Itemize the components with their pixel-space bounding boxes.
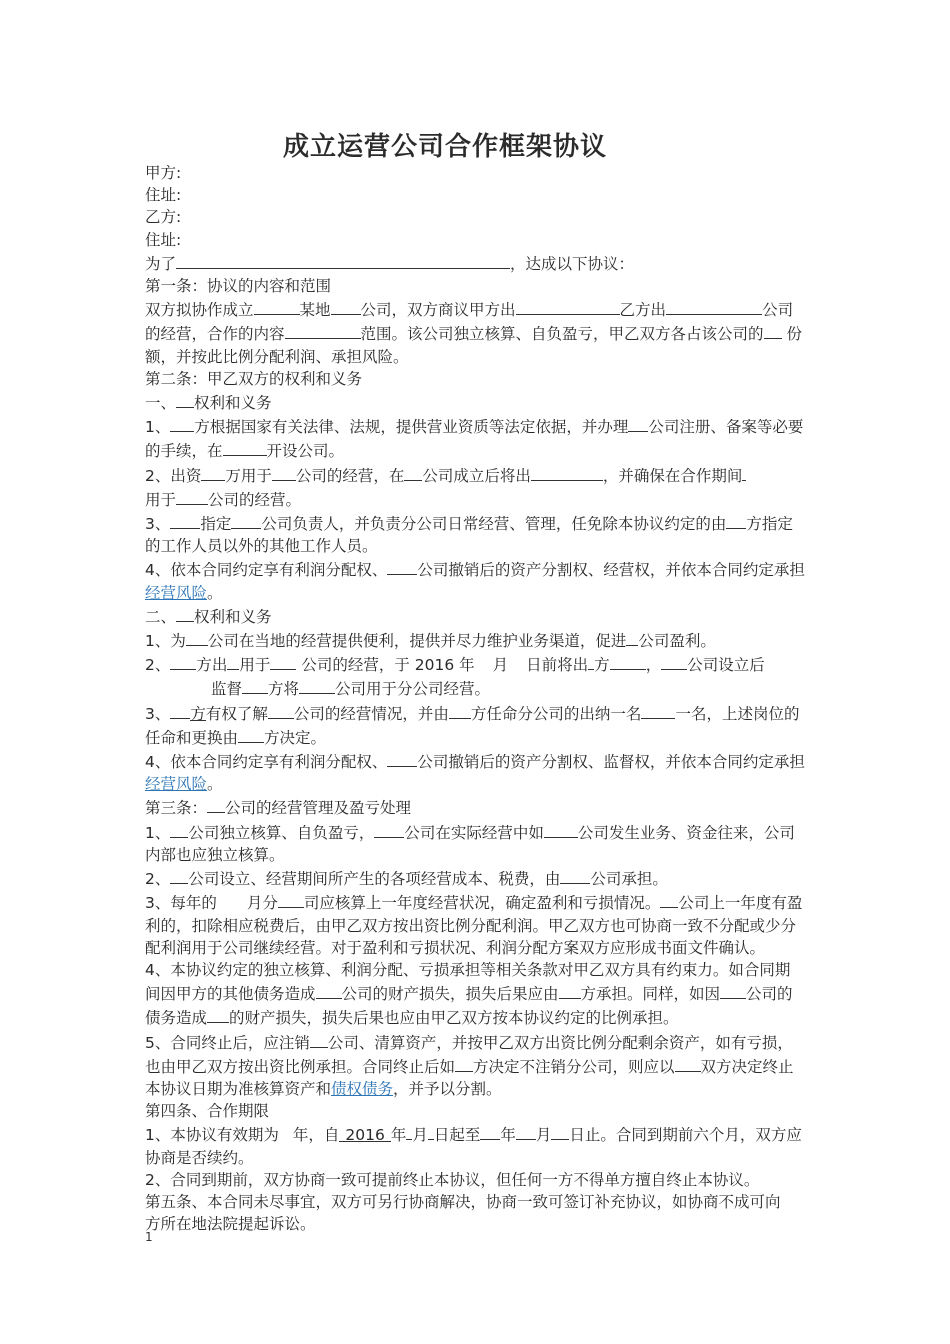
blank: [231, 511, 261, 529]
party-a-line: 甲方:: [145, 164, 182, 182]
text-run: ，并予以分割。: [393, 1079, 502, 1098]
blank: [268, 701, 294, 719]
blank: [626, 628, 638, 646]
text-run: 方: [190, 704, 206, 723]
text-run: 年: [390, 1126, 407, 1145]
article2-heading: 第二条：甲乙双方的权利和义务: [145, 369, 363, 388]
text-run: 4、本协议约定的独立核算、利润分配、亏损承担等相关条款对甲乙双方具有约束力。如合同期间因甲方的其他债务造成: [145, 960, 791, 1004]
text-run: 日起至: [433, 1126, 481, 1145]
text-run: 方决定。: [264, 728, 327, 747]
blank: [170, 414, 194, 432]
document-title: 成立运营公司合作框架协议: [282, 132, 607, 162]
text-run: 的财产损失，损失后果也应由甲乙双方按本协议约定的比例承担。: [229, 1009, 679, 1028]
text-run: 第三条：: [145, 799, 208, 818]
text-run: 公司盈利。: [638, 632, 716, 651]
blank: [660, 890, 678, 908]
text-run: 月: [492, 656, 509, 675]
blank: [675, 1054, 701, 1072]
text-run: 公司负责人，并负责分公司日常经营、管理，任免除本协议约定的由: [261, 515, 727, 534]
article3-item4: [145, 959, 805, 1030]
text-run: 。: [207, 775, 223, 794]
text-run: 公司在当地的经营提供便利，提供并尽力维护业务渠道，促进: [207, 632, 627, 651]
text-run: 某地: [299, 301, 331, 320]
article2-item3: [145, 511, 805, 557]
text-run: 方根据国家有关法律、法规，提供营业资质等法定依据，并办理: [194, 418, 629, 437]
page-number: 1: [145, 1230, 153, 1244]
debt-claims-link[interactable]: 债权债务: [331, 1079, 394, 1098]
article3-heading: [145, 795, 805, 819]
text-run: 方出: [196, 656, 228, 675]
text-run: 月: [535, 1126, 552, 1145]
text-run: 方指定的工作人员以外的其他工作人员。: [145, 515, 793, 556]
text-run: 3、: [145, 515, 171, 534]
text-run: 乙方出: [619, 301, 667, 320]
blank: [223, 438, 267, 456]
blank: [207, 1005, 229, 1023]
text-run: 3、每年的: [145, 894, 217, 913]
article2-section2-item1: [145, 628, 805, 652]
text-run: 第五条、本合同未尽事宜，双方可另行协商解决，协商一致可签订补充协议，如协商不成可向: [145, 1192, 781, 1211]
blank: [449, 701, 471, 719]
blank: [285, 321, 361, 339]
text-run: ，: [645, 656, 662, 675]
text-run: 公司的经营管理及盈亏处理: [225, 799, 412, 818]
text-run: 双方决定终止本协议日期为准核算资产和: [145, 1057, 794, 1098]
blank: [551, 1122, 569, 1140]
text-run: 份额，并按此比例分配利润、承担风险。: [145, 325, 802, 366]
blank: [227, 652, 239, 670]
blank: [404, 463, 422, 481]
text-run: 方承担。同样，如因: [580, 985, 721, 1004]
address-b-line: 住址:: [145, 230, 182, 249]
blank: [531, 463, 603, 481]
blank: [207, 795, 225, 813]
article3-item2: [145, 866, 805, 890]
blank: [331, 297, 361, 315]
text-run: 公司的债务造成: [145, 985, 793, 1028]
text-run: 公司设立、经营期间所产生的各项经营成本、税费，由: [188, 870, 561, 889]
text-run: 双方拟协作成立: [145, 301, 254, 320]
blank: [516, 1122, 536, 1140]
blank: [726, 511, 746, 529]
text-run: 1、为: [145, 632, 186, 651]
blank: [455, 1054, 473, 1072]
text-run: 方将: [268, 680, 300, 699]
text-run: 2、: [145, 870, 171, 889]
article2-item2: [145, 463, 805, 511]
blank: [254, 297, 300, 315]
blank: [186, 628, 208, 646]
blank: [387, 749, 417, 767]
text-run: 日前将出: [526, 656, 589, 675]
text-run: 2、: [145, 656, 171, 675]
text-run: 公司设立后: [687, 656, 765, 675]
blank: [387, 557, 417, 575]
text-run: 用于: [145, 490, 177, 509]
text-run: 权利和义务: [194, 394, 272, 413]
blank: [661, 652, 687, 670]
text-run: 方: [594, 656, 610, 675]
text-run: 公司，双方商议甲方出: [360, 301, 516, 320]
blank: [176, 604, 194, 622]
article5-paragraph: [145, 1191, 805, 1235]
address-a-line: 住址:: [145, 186, 182, 205]
blank: [170, 820, 188, 838]
text-run: 公司注册、备案等必要的手续，在: [145, 418, 804, 461]
text-run: 日止。合同到期前六个月，双方应协商是否续约。: [145, 1126, 802, 1167]
text-run: 公司撤销后的资产分割权、监督权，并依本合同约定承担: [417, 753, 805, 772]
blank: [242, 676, 268, 694]
blank: [666, 297, 762, 315]
article2-section1-heading: [145, 390, 805, 414]
text-run: 范围。该公司独立核算、自负盈亏，甲乙双方各占该: [360, 325, 718, 344]
blank: [299, 676, 335, 694]
text-run: 4、依本合同约定享有利润分配权、: [145, 561, 388, 580]
purpose-blank: [176, 251, 510, 269]
blank: [641, 701, 675, 719]
party-b-line: 乙方:: [145, 208, 182, 227]
text-run: 公司、清算资产，并按甲乙双方出资比例分配剩余资产，如有亏损，也由甲乙双方按出资比例承担。合同终止后如: [145, 1033, 793, 1076]
blank: [316, 981, 342, 999]
text-run: 司应核算上一年度经营状况，确定盈利和亏损情况。: [303, 894, 661, 913]
text-run: 。: [207, 583, 223, 602]
article1-heading: 第一条：协议的内容和范围: [145, 277, 332, 296]
blank: [764, 321, 782, 339]
article3-item1: [145, 820, 805, 866]
article2-section2-heading: [145, 604, 805, 628]
blank: [374, 820, 404, 838]
blank: [559, 981, 581, 999]
blank: [170, 866, 188, 884]
text-run: 公司成立后将出: [422, 466, 531, 485]
text-run: 4、依本合同约定享有利润分配权、: [145, 753, 388, 772]
text-run: 月分: [246, 894, 278, 913]
purpose-prefix: 为了: [145, 254, 177, 273]
blank: [516, 297, 620, 315]
text-run: 公司的财产损失，损失后果应由: [341, 985, 559, 1004]
article4-heading: 第四条、合作期限: [145, 1102, 270, 1121]
article2-section2-item4: [145, 749, 805, 795]
blank: [544, 820, 578, 838]
text-run: 指定: [200, 515, 232, 534]
blank: [480, 1122, 500, 1140]
blank: [278, 890, 304, 908]
article4-item1: [145, 1122, 805, 1168]
article2-section2-item2: [145, 652, 805, 700]
article2-item1: [145, 414, 805, 462]
article2-item4: [145, 557, 805, 603]
blank: [742, 463, 746, 481]
article4-item2: 2、合同到期前，双方协商一致可提前终止本协议，但任何一方不得单方擅自终止本协议。: [145, 1170, 760, 1189]
text-run: 公司独立核算、自负盈亏，: [188, 823, 375, 842]
blank: [170, 701, 190, 719]
text-run: 公司撤销后的资产分割权、经营权，并依本合同约定承担: [417, 561, 805, 580]
article3-item5: [145, 1030, 805, 1101]
text-run: 3、: [145, 704, 171, 723]
text-run: 月: [412, 1126, 428, 1145]
blank: [176, 390, 194, 408]
text-run: 公司的经营，在: [295, 466, 405, 485]
blank: [170, 652, 196, 670]
text-run: 公司的: [717, 325, 764, 344]
text-run: 监督: [211, 680, 243, 699]
blank: [310, 1030, 328, 1048]
text-run: 1、本协议有效期为: [145, 1126, 279, 1145]
article2-section2-item3: [145, 701, 805, 749]
business-risk-link[interactable]: 经营风险: [145, 583, 208, 602]
blank: [720, 981, 746, 999]
text-run: 万用于: [225, 466, 272, 485]
blank: [272, 463, 296, 481]
text-run: 公司的经营情况，并由: [293, 704, 449, 723]
blank: [270, 652, 296, 670]
blank: [610, 652, 646, 670]
text-run: 开设公司。: [266, 442, 345, 461]
text-run: 用于: [239, 656, 271, 675]
text-run: 1、: [145, 418, 171, 437]
text-run: 一、: [145, 394, 177, 413]
text-run: 公司在实际经营中如: [404, 823, 544, 842]
text-run: 公司上一年度有盈利的，扣除相应税费后，由甲乙双方按出资比例分配利润。甲乙双方也可协商一致不分配或少分配利润用于公司继续经营。对于盈利和亏损状况、利润分配方案双方应形成书面文件确认。: [145, 894, 803, 957]
text-run: 二、: [145, 607, 177, 626]
text-run: 公司的经营，合作的内容: [145, 301, 794, 344]
purpose-line: [145, 251, 805, 275]
text-run: 有权了解: [205, 704, 268, 723]
document-body: [145, 162, 805, 1235]
text-run: 公司承担。: [590, 870, 668, 889]
blank: [201, 463, 225, 481]
text-run: 年: [500, 1126, 516, 1145]
text-run: 公司用于分公司经营。: [335, 680, 491, 699]
text-run: ，并确保在合作期间: [602, 466, 743, 485]
text-run: 年，自: [292, 1126, 340, 1145]
text-run: 1、: [145, 823, 171, 842]
text-run: 方任命分公司的出纳一名: [470, 704, 642, 723]
text-run: 公司发生业务、资金往来，公司内部也应独立核算。: [145, 823, 795, 864]
blank: [176, 487, 208, 505]
article1-paragraph: [145, 297, 805, 368]
blank: [628, 414, 648, 432]
blank: [560, 866, 590, 884]
text-run: 公司的经营。: [208, 490, 302, 509]
article3-item3: [145, 890, 805, 959]
blank: [238, 725, 264, 743]
text-run: 方所在地法院提起诉讼。: [145, 1215, 316, 1234]
purpose-suffix: ，达成以下协议：: [510, 254, 635, 273]
start-year: 2016: [339, 1124, 390, 1142]
text-run: 权利和义务: [194, 607, 272, 626]
business-risk-link-2[interactable]: 经营风险: [145, 775, 208, 794]
text-run: 公司的经营，于 2016 年: [296, 656, 475, 675]
text-run: 5、合同终止后，应注销: [145, 1033, 310, 1052]
text-run: 方决定不注销分公司，则应以: [473, 1057, 675, 1076]
blank: [170, 511, 200, 529]
text-run: 一名，上述岗位的任命和更换由: [145, 704, 800, 747]
text-run: 2、出资: [145, 466, 202, 485]
